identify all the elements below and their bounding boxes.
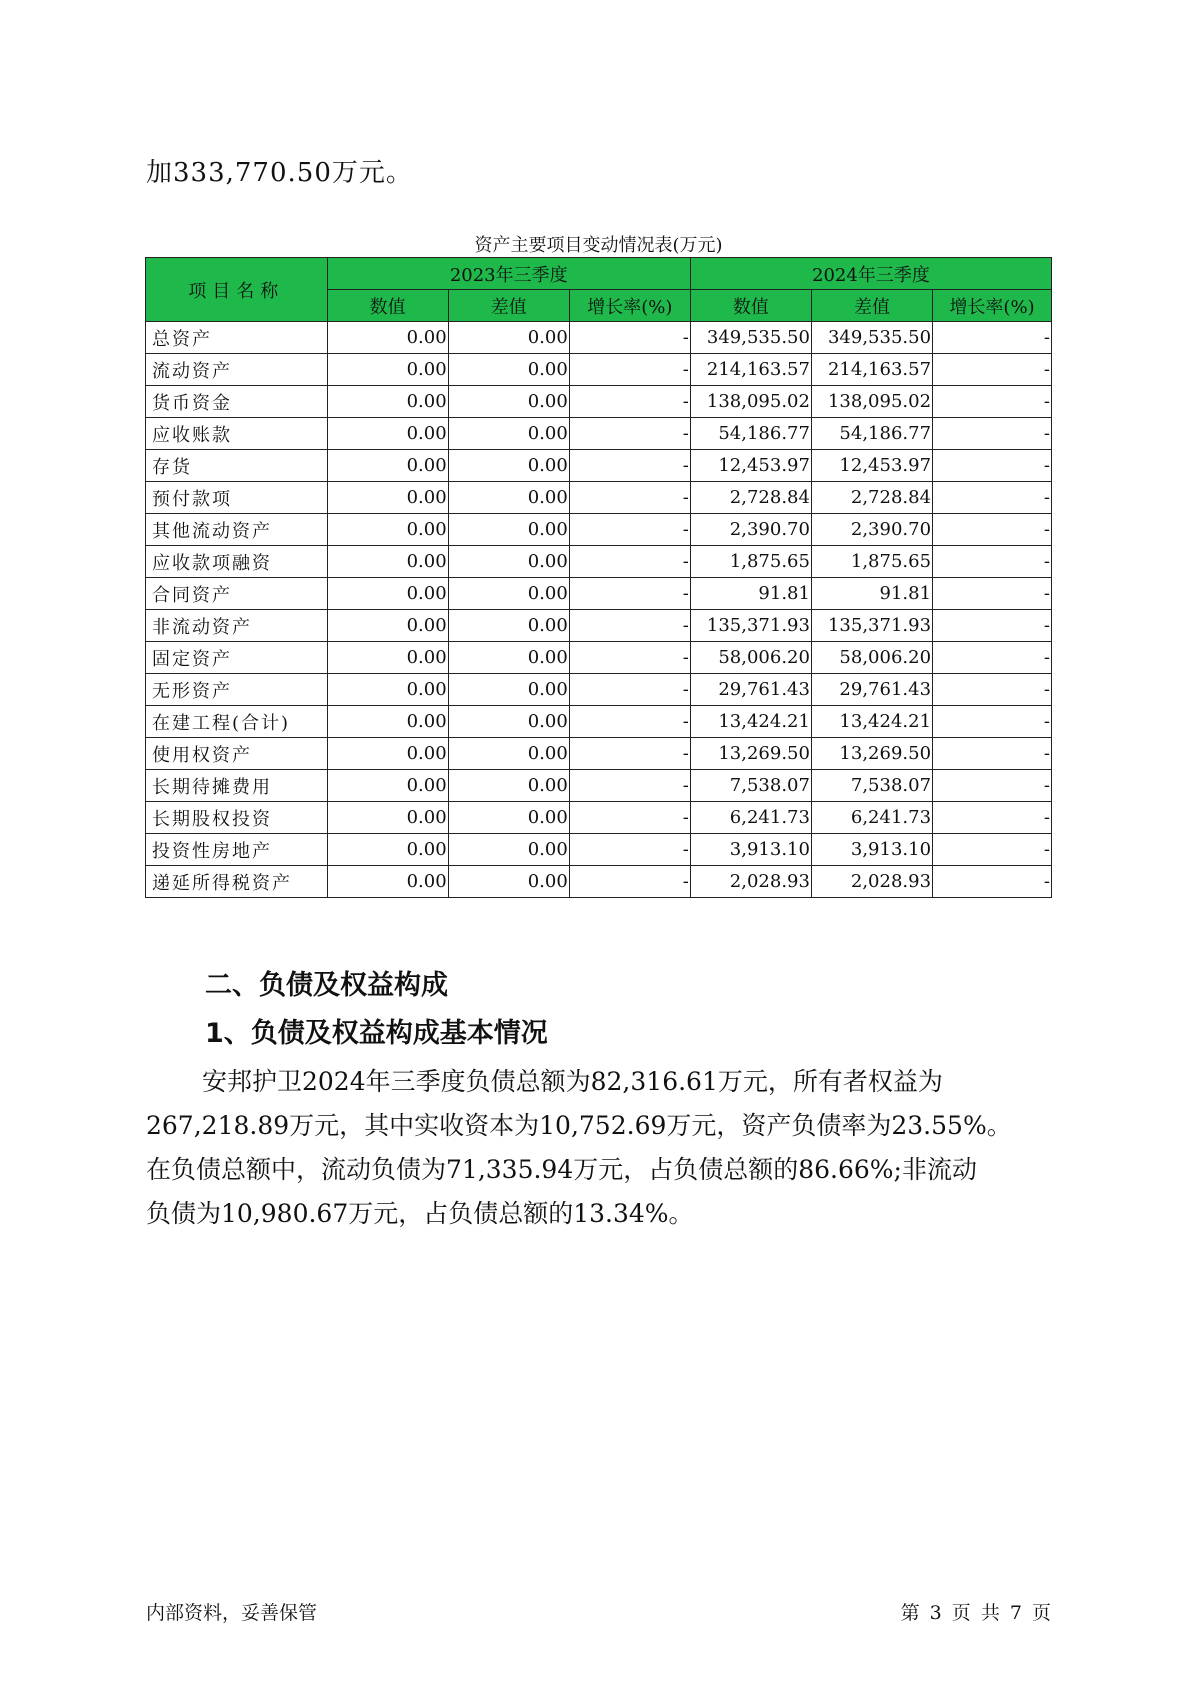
value-2023-cell: 0.00 [327, 738, 448, 770]
rate-2024-cell: - [933, 418, 1052, 450]
diff-2024-cell: 2,028.93 [811, 866, 932, 898]
row-name-cell: 在建工程(合计) [146, 706, 328, 738]
row-name-cell: 非流动资产 [146, 610, 328, 642]
value-2024-cell: 13,269.50 [690, 738, 811, 770]
table-row [146, 578, 1052, 610]
value-2023-cell: 0.00 [327, 514, 448, 546]
rate-2024-cell: - [933, 866, 1052, 898]
footer-confidential: 内部资料，妥善保管 [146, 1602, 318, 1624]
diff-2024-cell: 138,095.02 [811, 386, 932, 418]
value-2023-cell: 0.00 [327, 482, 448, 514]
table-row [146, 738, 1052, 770]
value-2023-cell: 0.00 [327, 386, 448, 418]
table-row [146, 418, 1052, 450]
item-name-header: 项目名称 [146, 258, 328, 322]
value-2023-cell: 0.00 [327, 418, 448, 450]
rate-header-2023: 增长率(%) [569, 290, 690, 322]
table-row [146, 802, 1052, 834]
rate-2024-cell: - [933, 706, 1052, 738]
diff-2023-cell: 0.00 [448, 578, 569, 610]
rate-2023-cell: - [569, 610, 690, 642]
diff-header-2024: 差值 [811, 290, 932, 322]
rate-header-2024: 增长率(%) [933, 290, 1052, 322]
diff-2024-cell: 13,424.21 [811, 706, 932, 738]
rate-2024-cell: - [933, 354, 1052, 386]
rate-2023-cell: - [569, 706, 690, 738]
diff-2023-cell: 0.00 [448, 386, 569, 418]
value-2023-cell: 0.00 [327, 450, 448, 482]
value-2023-cell: 0.00 [327, 546, 448, 578]
rate-2024-cell: - [933, 546, 1052, 578]
value-2024-cell: 29,761.43 [690, 674, 811, 706]
paragraph-line: 在负债总额中，流动负债为71,335.94万元，占负债总额的86.66%;非流动 [146, 1155, 977, 1184]
table-row [146, 450, 1052, 482]
value-2024-cell: 13,424.21 [690, 706, 811, 738]
diff-2023-cell: 0.00 [448, 706, 569, 738]
intro-text: 加333,770.50万元。 [146, 158, 413, 188]
value-2024-cell: 138,095.02 [690, 386, 811, 418]
rate-2024-cell: - [933, 642, 1052, 674]
rate-2024-cell: - [933, 834, 1052, 866]
rate-2024-cell: - [933, 450, 1052, 482]
row-name-cell: 应收账款 [146, 418, 328, 450]
rate-2023-cell: - [569, 770, 690, 802]
value-2023-cell: 0.00 [327, 354, 448, 386]
table-body [146, 322, 1052, 898]
diff-2024-cell: 13,269.50 [811, 738, 932, 770]
row-name-cell: 其他流动资产 [146, 514, 328, 546]
diff-2024-cell: 349,535.50 [811, 322, 932, 354]
value-2024-cell: 12,453.97 [690, 450, 811, 482]
table-caption: 资产主要项目变动情况表(万元) [474, 235, 723, 256]
table-row [146, 770, 1052, 802]
diff-2024-cell: 12,453.97 [811, 450, 932, 482]
diff-2023-cell: 0.00 [448, 738, 569, 770]
diff-header-2023: 差值 [448, 290, 569, 322]
diff-2023-cell: 0.00 [448, 418, 569, 450]
diff-2023-cell: 0.00 [448, 514, 569, 546]
value-2023-cell: 0.00 [327, 770, 448, 802]
value-header-2023: 数值 [327, 290, 448, 322]
table-row [146, 674, 1052, 706]
diff-2024-cell: 135,371.93 [811, 610, 932, 642]
asset-change-table [145, 257, 1052, 898]
value-2023-cell: 0.00 [327, 610, 448, 642]
table-row [146, 322, 1052, 354]
rate-2024-cell: - [933, 322, 1052, 354]
row-name-cell: 长期股权投资 [146, 802, 328, 834]
value-2023-cell: 0.00 [327, 642, 448, 674]
diff-2023-cell: 0.00 [448, 770, 569, 802]
table-header-row-1 [146, 258, 1052, 290]
rate-2023-cell: - [569, 482, 690, 514]
table-row [146, 610, 1052, 642]
diff-2023-cell: 0.00 [448, 546, 569, 578]
diff-2024-cell: 54,186.77 [811, 418, 932, 450]
rate-2024-cell: - [933, 802, 1052, 834]
table-row [146, 482, 1052, 514]
footer-page-number: 第 3 页 共 7 页 [900, 1602, 1051, 1624]
rate-2024-cell: - [933, 738, 1052, 770]
row-name-cell: 递延所得税资产 [146, 866, 328, 898]
value-2023-cell: 0.00 [327, 802, 448, 834]
rate-2023-cell: - [569, 322, 690, 354]
rate-2023-cell: - [569, 834, 690, 866]
rate-2023-cell: - [569, 802, 690, 834]
liability-paragraph [146, 1060, 1051, 1236]
diff-2023-cell: 0.00 [448, 674, 569, 706]
rate-2023-cell: - [569, 418, 690, 450]
value-2024-cell: 349,535.50 [690, 322, 811, 354]
value-2023-cell: 0.00 [327, 706, 448, 738]
rate-2023-cell: - [569, 386, 690, 418]
diff-2023-cell: 0.00 [448, 834, 569, 866]
table-row [146, 354, 1052, 386]
rate-2024-cell: - [933, 674, 1052, 706]
paragraph-line: 安邦护卫2024年三季度负债总额为82,316.61万元，所有者权益为 [202, 1067, 943, 1096]
diff-2024-cell: 1,875.65 [811, 546, 932, 578]
value-2024-cell: 54,186.77 [690, 418, 811, 450]
diff-2023-cell: 0.00 [448, 354, 569, 386]
period-2023-header: 2023年三季度 [327, 258, 690, 290]
paragraph-line: 267,218.89万元，其中实收资本为10,752.69万元，资产负债率为23.55%。 [146, 1111, 1012, 1140]
value-2024-cell: 91.81 [690, 578, 811, 610]
diff-2023-cell: 0.00 [448, 642, 569, 674]
value-2024-cell: 7,538.07 [690, 770, 811, 802]
table-row [146, 642, 1052, 674]
value-2023-cell: 0.00 [327, 866, 448, 898]
rate-2023-cell: - [569, 866, 690, 898]
diff-2023-cell: 0.00 [448, 482, 569, 514]
value-2024-cell: 2,390.70 [690, 514, 811, 546]
value-2024-cell: 1,875.65 [690, 546, 811, 578]
row-name-cell: 无形资产 [146, 674, 328, 706]
rate-2023-cell: - [569, 738, 690, 770]
rate-2023-cell: - [569, 674, 690, 706]
row-name-cell: 使用权资产 [146, 738, 328, 770]
diff-2024-cell: 6,241.73 [811, 802, 932, 834]
rate-2023-cell: - [569, 354, 690, 386]
paragraph-line: 负债为10,980.67万元，占负债总额的13.34%。 [146, 1199, 694, 1228]
row-name-cell: 总资产 [146, 322, 328, 354]
rate-2024-cell: - [933, 482, 1052, 514]
value-2024-cell: 3,913.10 [690, 834, 811, 866]
diff-2023-cell: 0.00 [448, 322, 569, 354]
row-name-cell: 存货 [146, 450, 328, 482]
section-heading: 二、负债及权益构成 [205, 970, 448, 1001]
diff-2024-cell: 7,538.07 [811, 770, 932, 802]
row-name-cell: 投资性房地产 [146, 834, 328, 866]
rate-2023-cell: - [569, 546, 690, 578]
value-2024-cell: 58,006.20 [690, 642, 811, 674]
table-row [146, 866, 1052, 898]
row-name-cell: 流动资产 [146, 354, 328, 386]
rate-2023-cell: - [569, 450, 690, 482]
diff-2024-cell: 2,390.70 [811, 514, 932, 546]
period-2024-header: 2024年三季度 [690, 258, 1051, 290]
value-2023-cell: 0.00 [327, 322, 448, 354]
table-row [146, 706, 1052, 738]
diff-2024-cell: 58,006.20 [811, 642, 932, 674]
diff-2023-cell: 0.00 [448, 610, 569, 642]
diff-2023-cell: 0.00 [448, 802, 569, 834]
rate-2023-cell: - [569, 578, 690, 610]
rate-2024-cell: - [933, 770, 1052, 802]
diff-2024-cell: 29,761.43 [811, 674, 932, 706]
table-row [146, 514, 1052, 546]
diff-2024-cell: 2,728.84 [811, 482, 932, 514]
table-row [146, 834, 1052, 866]
value-2024-cell: 214,163.57 [690, 354, 811, 386]
rate-2024-cell: - [933, 610, 1052, 642]
row-name-cell: 固定资产 [146, 642, 328, 674]
row-name-cell: 预付款项 [146, 482, 328, 514]
subsection-heading: 1、负债及权益构成基本情况 [205, 1018, 548, 1049]
value-2024-cell: 2,728.84 [690, 482, 811, 514]
diff-2024-cell: 214,163.57 [811, 354, 932, 386]
row-name-cell: 合同资产 [146, 578, 328, 610]
table-row [146, 386, 1052, 418]
rate-2023-cell: - [569, 514, 690, 546]
value-2023-cell: 0.00 [327, 834, 448, 866]
value-2023-cell: 0.00 [327, 578, 448, 610]
rate-2023-cell: - [569, 642, 690, 674]
diff-2024-cell: 3,913.10 [811, 834, 932, 866]
value-2023-cell: 0.00 [327, 674, 448, 706]
diff-2024-cell: 91.81 [811, 578, 932, 610]
row-name-cell: 长期待摊费用 [146, 770, 328, 802]
row-name-cell: 应收款项融资 [146, 546, 328, 578]
rate-2024-cell: - [933, 578, 1052, 610]
value-header-2024: 数值 [690, 290, 811, 322]
rate-2024-cell: - [933, 386, 1052, 418]
table-row [146, 546, 1052, 578]
value-2024-cell: 135,371.93 [690, 610, 811, 642]
row-name-cell: 货币资金 [146, 386, 328, 418]
value-2024-cell: 6,241.73 [690, 802, 811, 834]
diff-2023-cell: 0.00 [448, 866, 569, 898]
value-2024-cell: 2,028.93 [690, 866, 811, 898]
diff-2023-cell: 0.00 [448, 450, 569, 482]
rate-2024-cell: - [933, 514, 1052, 546]
